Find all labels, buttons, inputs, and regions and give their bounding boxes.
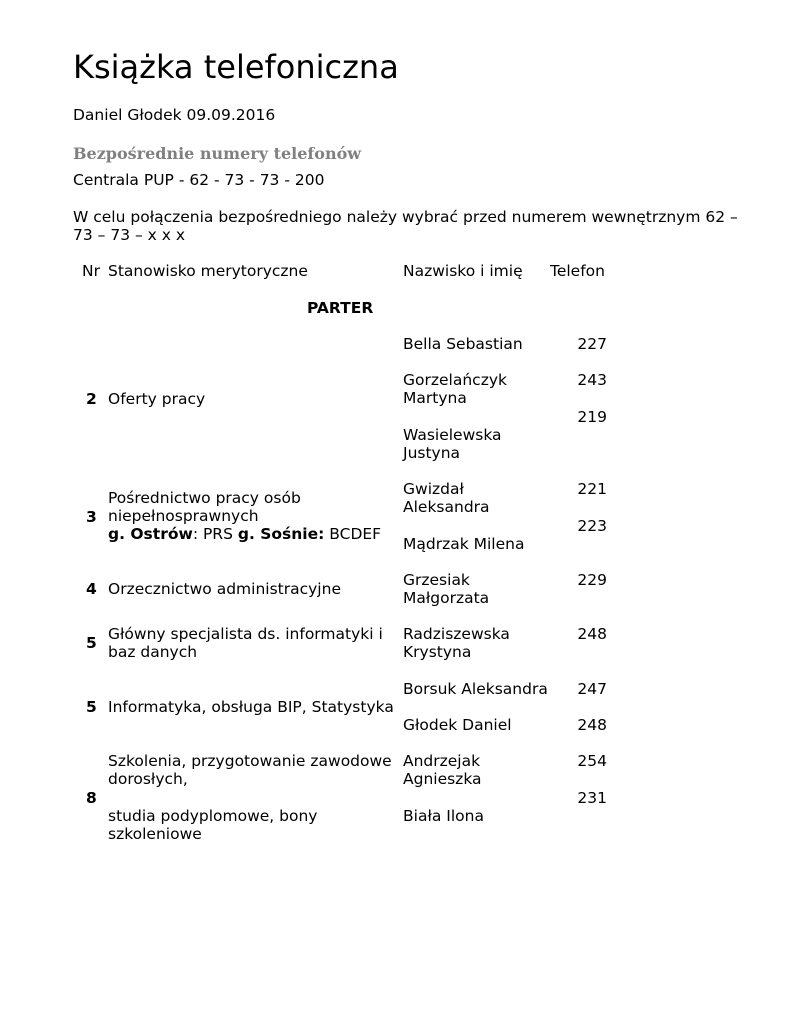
row-name: Wasielewska [403, 426, 502, 444]
row-phone: 223 [577, 517, 607, 535]
row-name: Radziszewska [403, 625, 510, 643]
location-label: g. Sośnie: [237, 525, 325, 543]
location-label: g. Ostrów [108, 525, 193, 543]
section-title: PARTER [307, 299, 374, 317]
row-name: Martyna [403, 389, 467, 407]
header-name: Nazwisko i imię [403, 262, 523, 280]
instruction-line: 73 – 73 – x x x [73, 226, 186, 244]
row-name: Głodek Daniel [403, 716, 512, 734]
row-nr: 4 [86, 580, 97, 598]
row-name: Krystyna [403, 643, 472, 661]
subheading: Bezpośrednie numery telefonów [73, 144, 362, 163]
dialing-instruction [73, 208, 753, 244]
row-nr: 2 [86, 390, 97, 408]
row-phone: 247 [577, 680, 607, 698]
row-position: Szkolenia, przygotowanie zawodowe [108, 752, 392, 770]
row-name: Mądrzak Milena [403, 535, 525, 553]
row-nr: 8 [86, 789, 97, 807]
row-position: dorosłych, [108, 770, 188, 788]
row-name: Gorzelańczyk [403, 371, 507, 389]
row-name: Bella Sebastian [403, 335, 523, 353]
row-phone: 254 [577, 752, 607, 770]
row-name: Małgorzata [403, 589, 490, 607]
row-position: Informatyka, obsługa BIP, Statystyka [108, 698, 394, 716]
row-name: Biała Ilona [403, 807, 484, 825]
row-nr: 5 [86, 634, 97, 652]
row-phone: 231 [577, 789, 607, 807]
header-phone: Telefon [550, 262, 605, 280]
header-nr: Nr [82, 262, 100, 280]
row-position: Orzecznictwo administracyjne [108, 580, 341, 598]
row-position: Oferty pracy [108, 390, 206, 408]
row-phone: 248 [577, 625, 607, 643]
row-name: Aleksandra [403, 498, 490, 516]
location-value: BCDEF [324, 525, 382, 543]
page-title: Książka telefoniczna [73, 48, 399, 86]
row-name: Agnieszka [403, 770, 482, 788]
header-position: Stanowisko merytoryczne [108, 262, 308, 280]
row-phone: 243 [577, 371, 607, 389]
row-phone: 248 [577, 716, 607, 734]
row-name: Justyna [403, 444, 461, 462]
row-nr: 5 [86, 698, 97, 716]
row-phone: 229 [577, 571, 607, 589]
row-phone: 221 [577, 480, 607, 498]
row-name: Grzesiak [403, 571, 470, 589]
row-position: szkoleniowe [108, 825, 202, 843]
row-nr: 3 [86, 508, 97, 526]
author-line: Daniel Głodek 09.09.2016 [73, 106, 276, 124]
row-phone: 227 [577, 335, 607, 353]
row-name: Borsuk Aleksandra [403, 680, 548, 698]
row-position: Pośrednictwo pracy osób [108, 489, 301, 507]
row-name: Gwizdał [403, 480, 464, 498]
row-phone: 219 [577, 408, 607, 426]
row-position-locations [108, 525, 381, 543]
central-number: Centrala PUP - 62 - 73 - 73 - 200 [73, 171, 325, 189]
instruction-line: W celu połączenia bezpośredniego należy wybrać przed numerem wewnętrznym 62 – [73, 208, 738, 226]
row-position: baz danych [108, 643, 198, 661]
row-name: Andrzejak [403, 752, 481, 770]
location-value: : PRS [192, 525, 238, 543]
row-position: studia podyplomowe, bony [108, 807, 318, 825]
row-position: Główny specjalista ds. informatyki i [108, 625, 383, 643]
row-position: niepełnosprawnych [108, 507, 259, 525]
